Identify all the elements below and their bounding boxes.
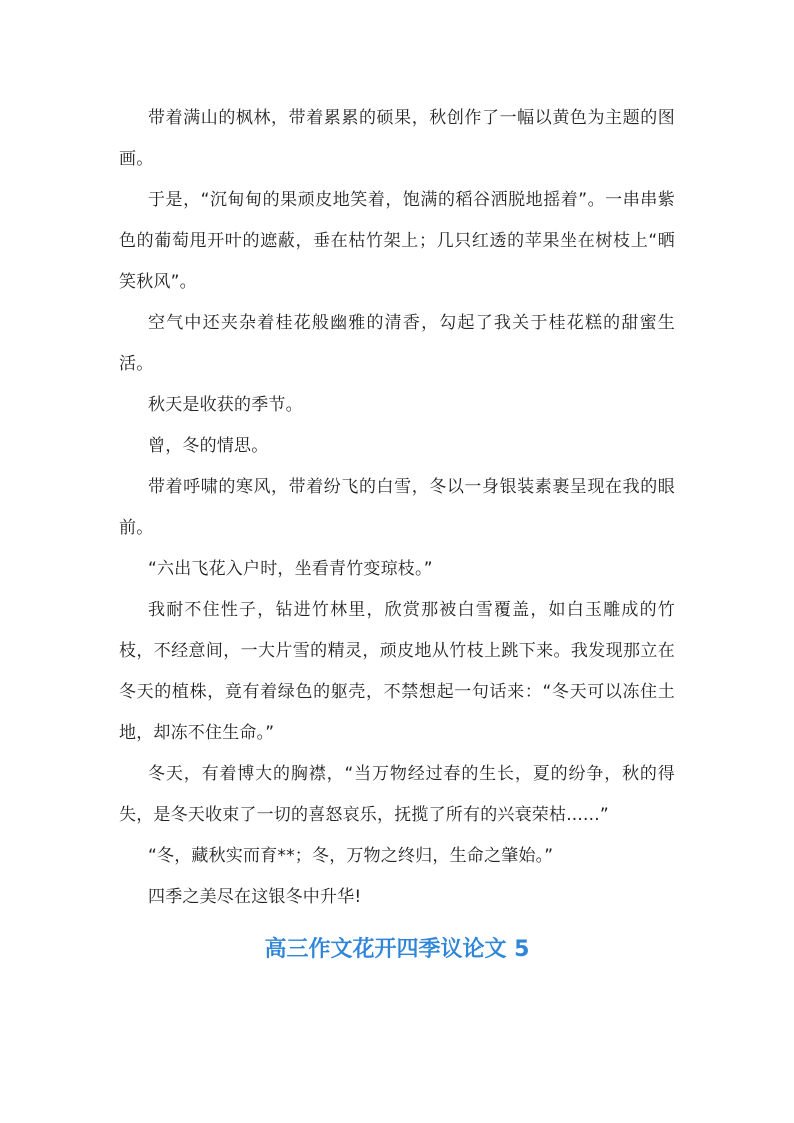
paragraph: 我耐不住性子，钻进竹林里，欣赏那被白雪覆盖，如白玉雕成的竹枝，不经意间，一大片雪的精灵，顽皮地从竹枝上跳下来。我发现那立在冬天的植株，竟有着绿色的躯壳，不禁想起一句话来：“冬天可以冻住土地，却冻不住生命。” xyxy=(119,600,675,743)
paragraph: 带着呼啸的寒风，带着纷飞的白雪，冬以一身银装素裹呈现在我的眼前。 xyxy=(119,477,675,538)
document-body xyxy=(119,98,675,918)
paragraph: 四季之美尽在这银冬中升华! xyxy=(148,887,362,907)
section-heading: 高三作文花开四季议论文 5 xyxy=(264,937,530,962)
paragraph: “冬，藏秋实而育**；冬，万物之终归，生命之肇始。” xyxy=(148,846,554,866)
paragraph: 秋天是收获的季节。 xyxy=(148,395,303,415)
paragraph: 于是，“沉甸甸的果顽皮地笑着，饱满的稻谷洒脱地摇着”。一串串紫色的葡萄甩开叶的遮蔽，垂在枯竹架上；几只红透的苹果坐在树枝上“晒笑秋风”。 xyxy=(119,190,675,292)
paragraph: 空气中还夹杂着桂花般幽雅的清香，勾起了我关于桂花糕的甜蜜生活。 xyxy=(119,313,675,374)
paragraph: 曾，冬的情思。 xyxy=(148,436,269,456)
paragraph: 带着满山的枫林，带着累累的硕果，秋创作了一幅以黄色为主题的图画。 xyxy=(119,108,675,169)
paragraph: “六出飞花入户时，坐看青竹变琼枝。” xyxy=(148,559,433,579)
paragraph: 冬天，有着博大的胸襟，“当万物经过春的生长，夏的纷争，秋的得失，是冬天收束了一切的喜怒哀乐，抚揽了所有的兴衰荣枯......” xyxy=(119,764,675,825)
